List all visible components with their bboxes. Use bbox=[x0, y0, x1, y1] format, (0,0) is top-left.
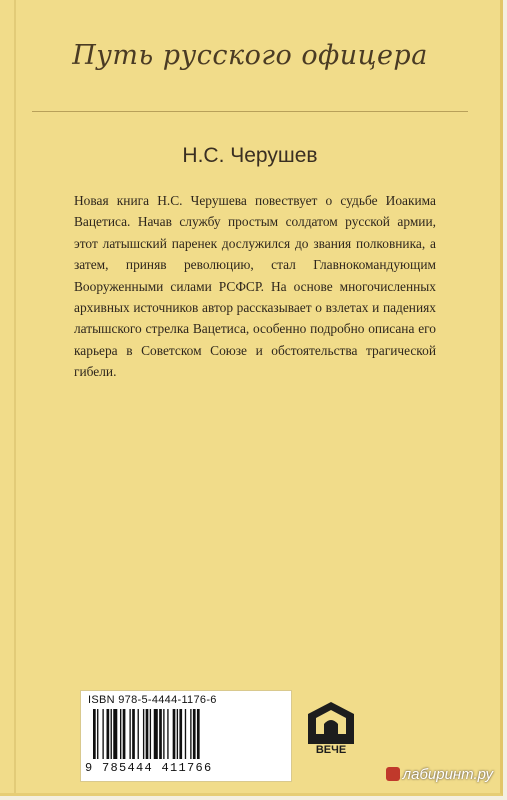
series-divider bbox=[32, 111, 468, 112]
watermark bbox=[386, 766, 493, 783]
barcode-box bbox=[80, 690, 292, 782]
series-title: Путь русского офицера bbox=[72, 40, 428, 71]
barcode-icon bbox=[93, 709, 281, 759]
isbn-label: ISBN 978-5-4444-1176-6 bbox=[88, 694, 217, 706]
publisher-logo bbox=[296, 700, 366, 772]
book-description bbox=[74, 190, 436, 383]
watermark-text: лабиринт.ру bbox=[402, 766, 493, 783]
description-text: Новая книга Н.С. Черушева повествует о судьбе Иоакима Вацетиса. Начав службу простым солдатом русской армии, этот латышский паренек дослужился до звания полковника, а затем, приняв революцию, стал Главнокомандующим Вооруженными силами РСФСР. На основе многочисленных архивных источников автор рассказывает о взлетах и падениях латышского стрелка Вацетиса, особенно подробно описана его карьера в Советском Союзе и обстоятельства трагической гибели. bbox=[74, 193, 436, 380]
barcode-digits: 9 785444 411766 bbox=[85, 761, 213, 775]
labirint-logo-icon bbox=[386, 767, 400, 781]
publisher-emblem-icon bbox=[296, 700, 366, 746]
publisher-name: ВЕЧЕ bbox=[315, 744, 347, 756]
author-name: Н.С. Черушев bbox=[182, 144, 318, 167]
